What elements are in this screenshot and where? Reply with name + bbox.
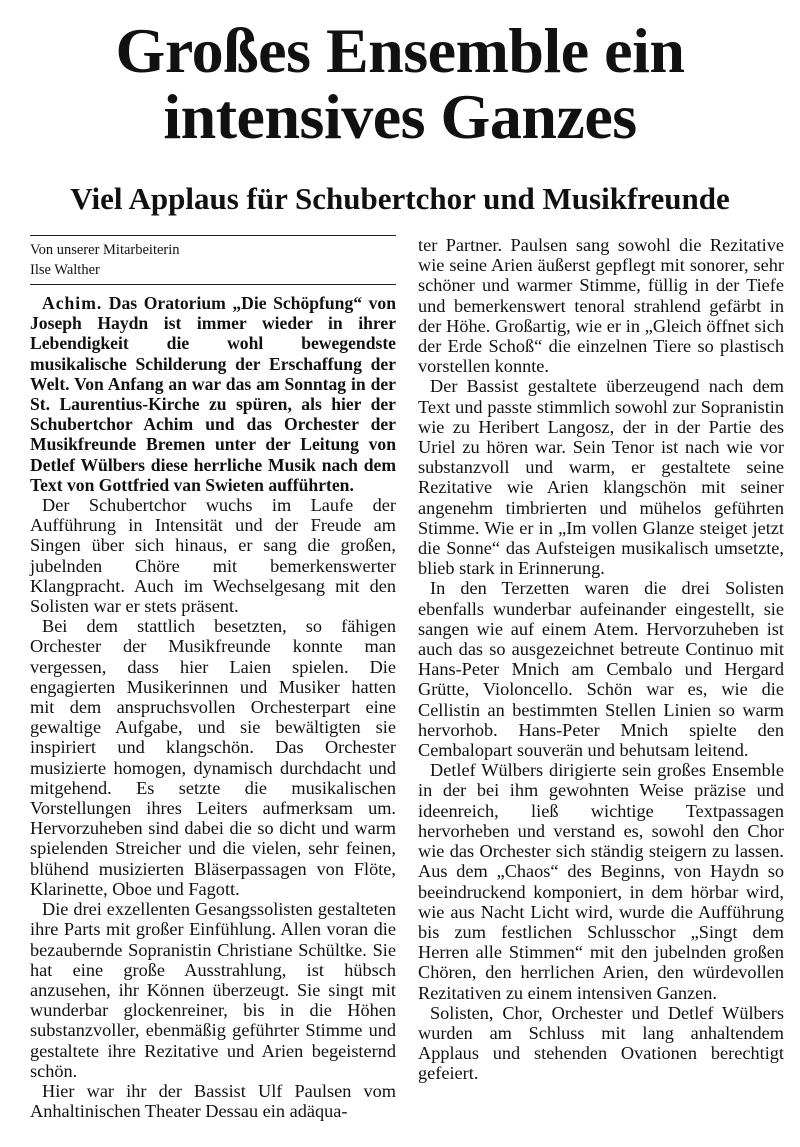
paragraph-2: Bei dem stattlich besetzten, so fähigen Orchester der Musikfreunde konnte man vergessen, dass hier Laien spielen. Die engagierten Musikerinnen und Musiker hatten mit dem anspruchsvollen Orchesterpart eine gewaltige Aufgabe, und sie bewältigten sie inspiriert und klangschön. Das Orchester musizierte homogen, dynamisch durchdacht und mitgehend. Es setzte die musikalischen Vorstellungen ihres Leiters aufmerksam um. Hervorzuheben sind dabei die so dicht und warm spielenden Streicher und die vielen, sehr feinen, blühend musizierten Bläserpassagen von Flöte, Klarinette, Oboe und Fagott. [30,616,396,899]
paragraph-3: Die drei exzellenten Gesangssolisten gestalteten ihre Parts mit großer Einfühlung. Allen voran die bezaubernde Sopranistin Christiane Schültke. Sie hat eine große Ausstrahlung, ist hübsch anzusehen, ihr Können überzeugt. Sie singt mit wunderbar glockenreiner, bis in die Höhen substanzvoller, ebenmäßig geführter Stimme und gestaltete ihre Rezitative und Arien begeisternd schön. [30,899,396,1081]
lead-dateline: Achim. [42,293,103,313]
paragraph-4: Hier war ihr der Bassist Ulf Paulsen vom Anhaltinischen Theater Dessau ein adäqua- [30,1080,396,1122]
paragraph-4-continued: ter Partner. Paulsen sang sowohl die Rezitative wie seine Arien äußerst gepflegt mit sonorer, sehr schöner und warmer Stimme, füllig in der Tiefe und bemerkenswert tenoral strahlend gefärbt in der Höhe. Großartig, wie er in „Gleich öffnet sich der Erde Schoß“ die einzelnen Tiere so plastisch vorstellen konnte. [418,235,784,377]
subtitle: Viel Applaus für Schubertchor und Musikfreunde [70,181,730,216]
column-right [418,235,784,1084]
headline [0,15,800,152]
paragraph-5: Der Bassist gestaltete überzeugend nach dem Text und passte stimmlich sowohl zur Sopranistin wie zu Heribert Langosz, der in der Partie des Uriel zu hören war. Sein Tenor ist nach wie vor substanzvoll und warm, er gestaltete seine Rezitative wie Arien klangschön mit seiner angenehm timbrierten und mühelos geführten Stimme. Wie er in „Im vollen Glanze steiget jetzt die Sonne“ das Aufsteigen musikalisch umsetzte, blieb stark in Erinnerung. [418,376,784,579]
byline [30,240,396,280]
headline-line-2: intensives Ganzes [163,81,637,152]
paragraph-7: Detlef Wülbers dirigierte sein großes Ensemble in der bei ihm gewohnten Weise präzise und ideenreich, ließ wichtige Textpassagen hervorheben und verstand es, sowohl den Chor wie das Orchester sich ständig steigern zu lassen. Aus dem „Chaos“ des Beginns, von Haydn so beeindruckend komponiert, in dem hörbar wird, wie aus Nacht Licht wird, wurde die Aufführung bis zum festlichen Schlusschor „Singt dem Herren alle Stimmen“ mit den jubelnden großen Chören, den herrlichen Arien, den würdevollen Rezitativen zu einem intensiven Ganzen. [418,760,784,1003]
byline-rule-bottom [30,284,396,285]
paragraph-6: In den Terzetten waren die drei Solisten ebenfalls wunderbar aufeinander eingestellt, sie sangen wie auf einem Atem. Hervorzuheben ist auch das so ausgezeichnet betreute Continuo mit Hans-Peter Mnich am Cembalo und Hergard Grütte, Violoncello. Schön war es, wie die Cellistin an bestimmten Stellen Linien so warm hervorhob. Hans-Peter Mnich spielte den Cembalopart souverän und behutsam leitend. [418,578,784,761]
paragraph-8: Solisten, Chor, Orchester und Detlef Wülbers wurden am Schluss mit lang anhaltendem Applaus und stehenden Ovationen berechtigt gefeiert. [418,1002,784,1084]
lead-paragraph [30,293,396,495]
byline-role: Von unserer Mitarbeiterin [30,242,180,258]
headline-line-1: Großes Ensemble ein [115,15,685,86]
byline-author: Ilse Walther [30,262,100,278]
column-left [30,235,396,1121]
lead-text: Das Oratorium „Die Schöpfung“ von Joseph Haydn ist immer wieder in ihrer Lebendigkeit die wohl bewegendste musikalische Schilderung der Erschaffung der Welt. Von Anfang an war das am Sonntag in der St. Laurentius-Kirche zu spüren, als hier der Schubertchor Achim und das Orchester der Musikfreunde Bremen unter der Leitung von Detlef Wülbers diese herrliche Musik nach dem Text von Gottfried van Swieten aufführten. [30,293,396,495]
byline-rule-top [30,235,396,236]
paragraph-1: Der Schubertchor wuchs im Laufe der Aufführung in Intensität und der Freude am Singen über sich hinaus, er sang die großen, jubelnden Chöre mit bemerkenswerter Klangpracht. Auch im Wechselgesang mit den Solisten war er stets präsent. [30,495,396,617]
